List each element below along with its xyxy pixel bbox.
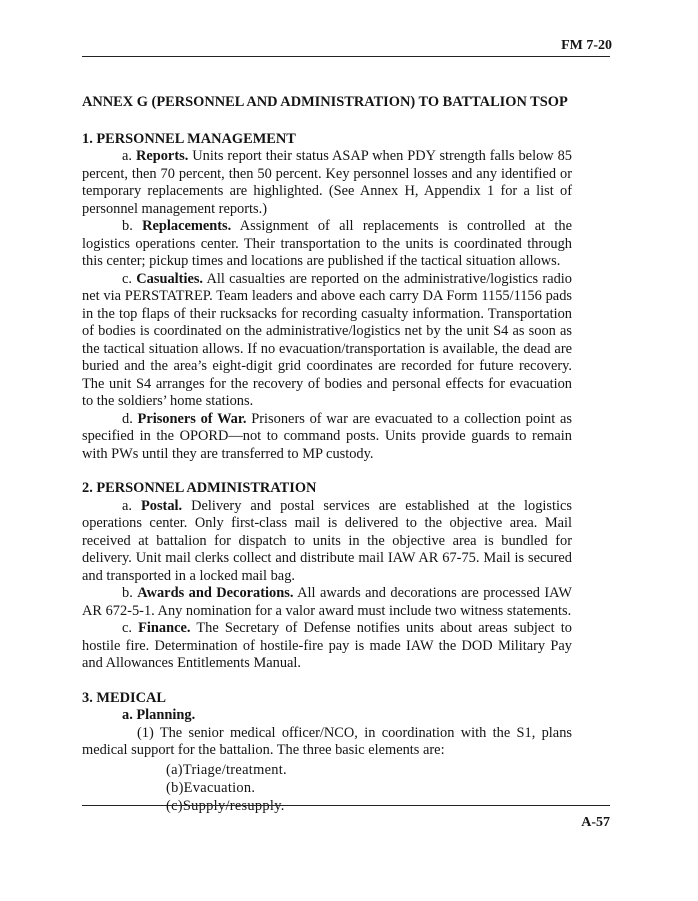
- section-personnel-management: [82, 131, 572, 464]
- header-rule: [82, 56, 610, 57]
- paragraph-heading: Prisoners of War.: [137, 410, 247, 427]
- paragraph-heading: Casualties.: [136, 270, 204, 287]
- element-list: [166, 761, 572, 815]
- paragraph: b. Replacements. Assignment of all replacements is controlled at the logistics operations center. Their transportation to the units is coordinated through this center; pickup times and locations are published if the tactical situation allows.: [82, 218, 572, 269]
- annex-title: ANNEX G (PERSONNEL AND ADMINISTRATION) TO BATTALION TSOP: [82, 94, 568, 110]
- section-title: 2. PERSONNEL ADMINISTRATION: [82, 480, 317, 496]
- paragraph: b. Awards and Decorations. All awards and decorations are processed IAW AR 672-5-1. Any nomination for a valor award must include two witness statements.: [82, 585, 573, 619]
- paragraph-heading: Replacements.: [142, 218, 232, 234]
- paragraph-heading: Reports.: [135, 148, 189, 164]
- list-item: (a)Triage/treatment.: [166, 761, 287, 778]
- paragraph-heading: Finance.: [138, 620, 191, 636]
- paragraph-heading: Awards and Decorations.: [137, 585, 294, 601]
- paragraph: a. Postal. Delivery and postal services are established at the logistics operations center. Only first-class mail is delivered to the objective area. Mail received at battalion for dispatch to units in the objective area is bundled for delivery. Unit mail clerks collect and distribute mail IAW AR 67-75. Mail is secured and transported in a locked mail bag.: [82, 497, 572, 584]
- subsection-heading: a. Planning.: [122, 707, 196, 723]
- footer-rule: [82, 805, 610, 806]
- paragraph-heading: Postal.: [140, 497, 183, 514]
- section-personnel-administration: [82, 480, 572, 673]
- paragraph: c. Finance. The Secretary of Defense notifies units about areas subject to hostile fire. Determination of hostile-fire pay is made IAW the DOD Military Pay and Allowances Entitlements Manual.: [82, 620, 572, 671]
- paragraph: d. Prisoners of War. Prisoners of war are evacuated to a collection point as specified in the OPORD—not to command posts. Units provide guards to remain with PWs until they are transferred to MP custody.: [82, 410, 572, 462]
- section-medical: [82, 690, 572, 815]
- paragraph: a. Reports. Units report their status ASAP when PDY strength falls below 85 percent, then 70 percent, then 50 percent. Key personnel losses and any identified or temporary replacements are highlighted. (See Annex H, Appendix 1 for a list of personnel management reports.): [82, 148, 572, 217]
- list-item: (b)Evacuation.: [166, 779, 256, 796]
- paragraph: c. Casualties. All casualties are reported on the administrative/logistics radio net via PERSTATREP. Team leaders and above each carry DA Form 1155/1156 pads in the top flaps of their rucksacks for recording casualty information. Transportation of bodies is coordinated on the administrative/logistics net by the unit S4 as soon as the tactical situation allows. If no evacuation/transportation is available, the dead are buried and the area’s eight-digit grid coordinates are recorded for future recovery. The unit S4 arranges for the recovery of bodies and personal effects for evacuation to the soldiers’ home stations.: [82, 270, 572, 409]
- document-code: FM 7-20: [561, 38, 612, 53]
- list-item: (c)Supply/resupply.: [166, 797, 285, 814]
- section-title: 1. PERSONNEL MANAGEMENT: [82, 130, 296, 147]
- section-title: 3. MEDICAL: [82, 689, 166, 706]
- page-number: A-57: [581, 815, 610, 830]
- document-body: [82, 94, 572, 832]
- subparagraph: (1) The senior medical officer/NCO, in coordination with the S1, plans medical support for the battalion. The three basic elements are:: [82, 724, 572, 758]
